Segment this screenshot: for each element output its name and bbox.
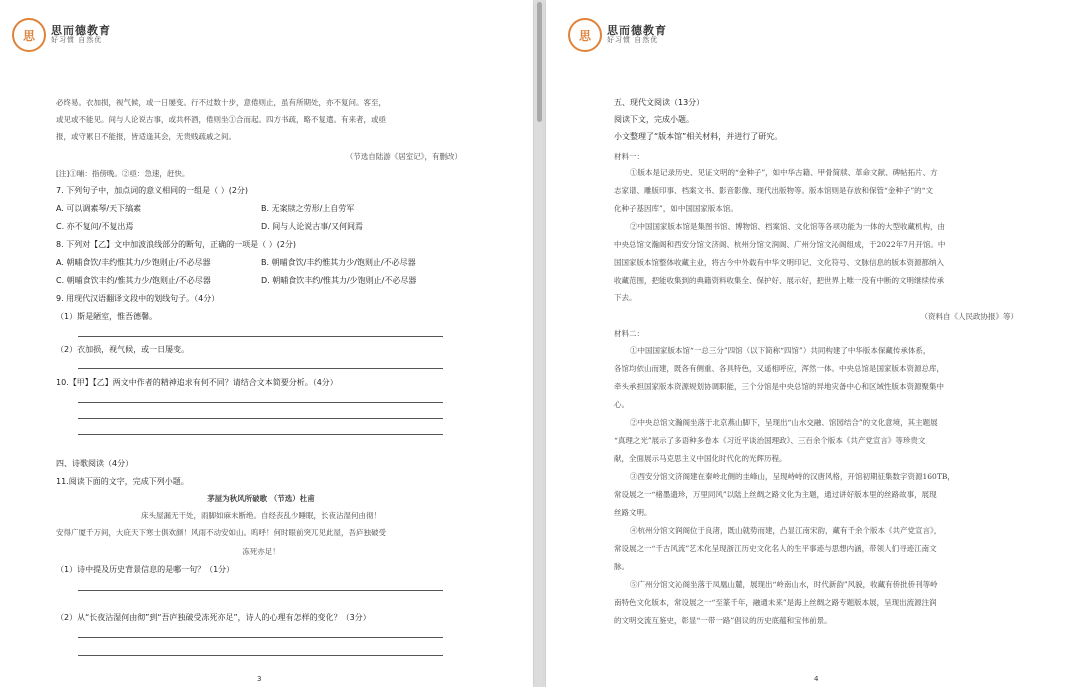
material-2-line: ⑤广州分馆文沁阁坐落于凤凰山麓，展现出“岭南山水，时代新韵”风貌，收藏有侨批侨刊等岭	[630, 580, 938, 589]
document-page-4	[546, 0, 1080, 687]
material-2-line: 常设展之一“楮墨遗珍，万里同风”以陆上丝绸之路文化为主题，通过讲好版本里的丝路故事，展现	[614, 490, 937, 499]
material-1-line: 国国家版本馆整体收藏主业，将古今中外载有中华文明印记、文化符号、文脉信息的版本资源都纳入	[614, 258, 944, 267]
material-2-line: ④杭州分馆文润阁位于良渚，既山就势而建，凸显江南宋韵，藏有千余个版本《共产党宣言》，	[630, 526, 942, 535]
material-1-line: 志家谱、雕版印事、档案文书、影音影像、现代出版物等。版本馆则是存放和保管“金种子”的“文	[614, 186, 934, 195]
logo-name: 思而德教育	[607, 24, 667, 38]
poem-line: 安得广厦千万间，大庇天下寒士俱欢颜！风雨不动安如山。呜呼！何时眼前突兀见此屋，吾庐独破受	[56, 528, 386, 537]
page-number: 4	[814, 675, 819, 683]
poem-title: 茅屋为秋风所破歌 （节选）杜甫	[207, 494, 315, 503]
poem-line: 冻死亦足！	[242, 547, 280, 556]
instruction: 阅读下文，完成小题。	[614, 115, 694, 124]
material-1-label: 材料一：	[614, 152, 644, 161]
answer-line[interactable]	[78, 336, 443, 337]
section-4-heading: 四、诗歌阅读（4分）	[56, 459, 134, 468]
material-2-line: 常设展之一“千古风流”艺术化呈现浙江历史文化名人的生平事迹与思想内涵，带领人们寻迹江南文	[614, 544, 937, 553]
logo-mark: 思	[568, 18, 602, 52]
material-1-line: ②中国国家版本馆是集图书馆、博物馆、档案馆、文化馆等各项功能为一体的大型收藏机构，由	[630, 222, 945, 231]
material-1-source: （资料自《人民政协报》等）	[920, 312, 1018, 321]
question-11-2: （2）从“长夜沾湿何由彻”到“吾庐独破受冻死亦足”，诗人的心理有怎样的变化？（3分）	[56, 613, 371, 622]
material-1-line: 中央总馆文瀚阁和西安分馆文济阁、杭州分馆文润阁、广州分馆文沁阁组成，于2022年7月开馆。中	[614, 240, 946, 249]
q8-option-b[interactable]: B. 朝晡食饮/丰约惟其力少/饱则止/不必尽器	[261, 258, 416, 267]
q8-option-a[interactable]: A. 朝晡食饮/丰约惟其力/少饱则止/不必尽器	[56, 258, 211, 267]
document-page-3	[0, 0, 533, 687]
logo-slogan: 好习惯 自然优	[51, 36, 103, 45]
material-2-line: 献，全面展示马克思主义中国化时代化的光辉历程。	[614, 454, 787, 463]
question-11-1: （1）诗中提及历史背景信息的是哪一句？（1分）	[56, 565, 235, 574]
page-number: 3	[257, 675, 262, 683]
answer-line[interactable]	[78, 637, 443, 638]
material-2-label: 材料二：	[614, 329, 644, 338]
section-5-heading: 五、现代文阅读（13分）	[614, 98, 705, 107]
poem-line: 床头屋漏无干处，雨脚如麻未断绝。自经丧乱少睡眠，长夜沾湿何由彻！	[141, 511, 381, 520]
logo	[12, 18, 111, 52]
q8-option-d[interactable]: D. 朝晡食饮丰约/惟其力/少饱则止/不必尽器	[261, 276, 417, 285]
material-2-line: ②中央总馆文瀚阁坐落于北京燕山脚下，呈现出“山水交融、馆园结合”的文化意境，其主题展	[630, 418, 938, 427]
answer-line[interactable]	[78, 368, 443, 369]
answer-line[interactable]	[78, 402, 443, 403]
answer-line[interactable]	[78, 418, 443, 419]
logo-mark: 思	[12, 18, 46, 52]
material-2-line: “真理之光”展示了多语种多卷本《习近平谈治国理政》、三百余个版本《共产党宣言》等珍贵文	[614, 436, 926, 445]
material-2-line: ①中国国家版本馆“一总三分”四馆（以下简称“四馆”）共同构建了中华版本保藏传承体系，	[630, 346, 931, 355]
question-9-2: （2）衣加损，视气候，或一日屡变。	[56, 345, 190, 354]
passage-line: 或见或不能见。间与人论说古事，或共杯酒，倦则坐①合而起。四方书疏，略不复遣。有来者，或亟	[56, 115, 386, 124]
q7-option-a[interactable]: A. 可以调素琴/天下缟素	[56, 204, 142, 213]
q7-option-d[interactable]: D. 间与人论说古事/又何间焉	[261, 222, 363, 231]
passage-line: 必终易。衣加损，视气候，或一日屡变。行不过数十步，意倦则止，虽有所期处，亦不复问。客至，	[56, 98, 386, 107]
material-2-line: 丝路文明。	[614, 508, 652, 517]
logo	[568, 18, 667, 52]
passage-source: （节选自陆游《居室记》，有删改）	[345, 152, 462, 161]
question-7: 7. 下列句子中，加点词的意义相同的一组是（ ）(2分)	[56, 186, 249, 195]
question-11: 11.阅读下面的文字，完成下列小题。	[56, 477, 189, 486]
q7-option-c[interactable]: C. 亦不复问/不复出焉	[56, 222, 134, 231]
material-1-line: 化种子基因库”，如中国国家版本馆。	[614, 204, 738, 213]
q7-option-b[interactable]: B. 无案牍之劳形/上自劳军	[261, 204, 355, 213]
question-9: 9. 用现代汉语翻译文段中的划线句子。（4分）	[56, 294, 220, 303]
intro: 小文整理了“版本馆”相关材料，并进行了研究。	[614, 132, 783, 141]
material-2-line: 南特色文化版本，常设展之一“至篆千年，融通未来”是海上丝绸之路专题版本展，呈现出流源注润	[614, 598, 937, 607]
logo-slogan: 好习惯 自然优	[607, 36, 659, 45]
logo-name: 思而德教育	[51, 24, 111, 38]
answer-line[interactable]	[78, 655, 443, 656]
material-2-line: 脉。	[614, 562, 629, 571]
question-8: 8. 下列对【乙】文中加波浪线部分的断句，正确的一项是（ ）(2分)	[56, 240, 297, 249]
material-1-line: ①版本是记录历史、见证文明的“金种子”，如中华古籍、甲骨简牍、革命文献、碑帖拓片、方	[630, 168, 938, 177]
material-1-line: 收藏范围，把能收集到的典籍资料收集全、保护好、展示好，把世界上唯一没有中断的文明继续传承	[614, 276, 944, 285]
material-2-line: 心。	[614, 400, 629, 409]
material-2-line: ③西安分馆文济阁建在秦岭北侧的圭峰山，呈现峙峙的汉唐风格，开馆初期征集数字资源160TB，	[630, 472, 955, 481]
question-10: 10.【甲】【乙】两文中作者的精神追求有何不同？请结合文本简要分析。（4分）	[56, 378, 338, 387]
material-1-line: 下去。	[614, 293, 637, 302]
question-9-1: （1）斯是陋室，惟吾德馨。	[56, 312, 158, 321]
passage-line: 报，或守累日不能报，皆适逢其会，无贵贱疏戚之间。	[56, 132, 236, 141]
scrollbar-thumb[interactable]	[537, 2, 542, 122]
q8-option-c[interactable]: C. 朝晡食饮丰约/惟其力少/饱则止/不必尽器	[56, 276, 211, 285]
material-2-line: 牵头承担国家版本资源规划协调职能，三个分馆是中央总馆的异地灾备中心和区域性版本资源聚集中	[614, 382, 944, 391]
answer-line[interactable]	[78, 434, 443, 435]
answer-line[interactable]	[78, 590, 443, 591]
material-2-line: 的文明交流互鉴史，彰显“一带一路”倡议的历史底蕴和宝伟前景。	[614, 616, 832, 625]
passage-note: [注]①晡：指傍晚。②亟：急速，赶快。	[56, 169, 190, 178]
material-2-line: 各馆均依山而建，既各有侧重、各具特色，又遥相呼应，浑然一体。中央总馆是国家版本资源总库，	[614, 364, 944, 373]
